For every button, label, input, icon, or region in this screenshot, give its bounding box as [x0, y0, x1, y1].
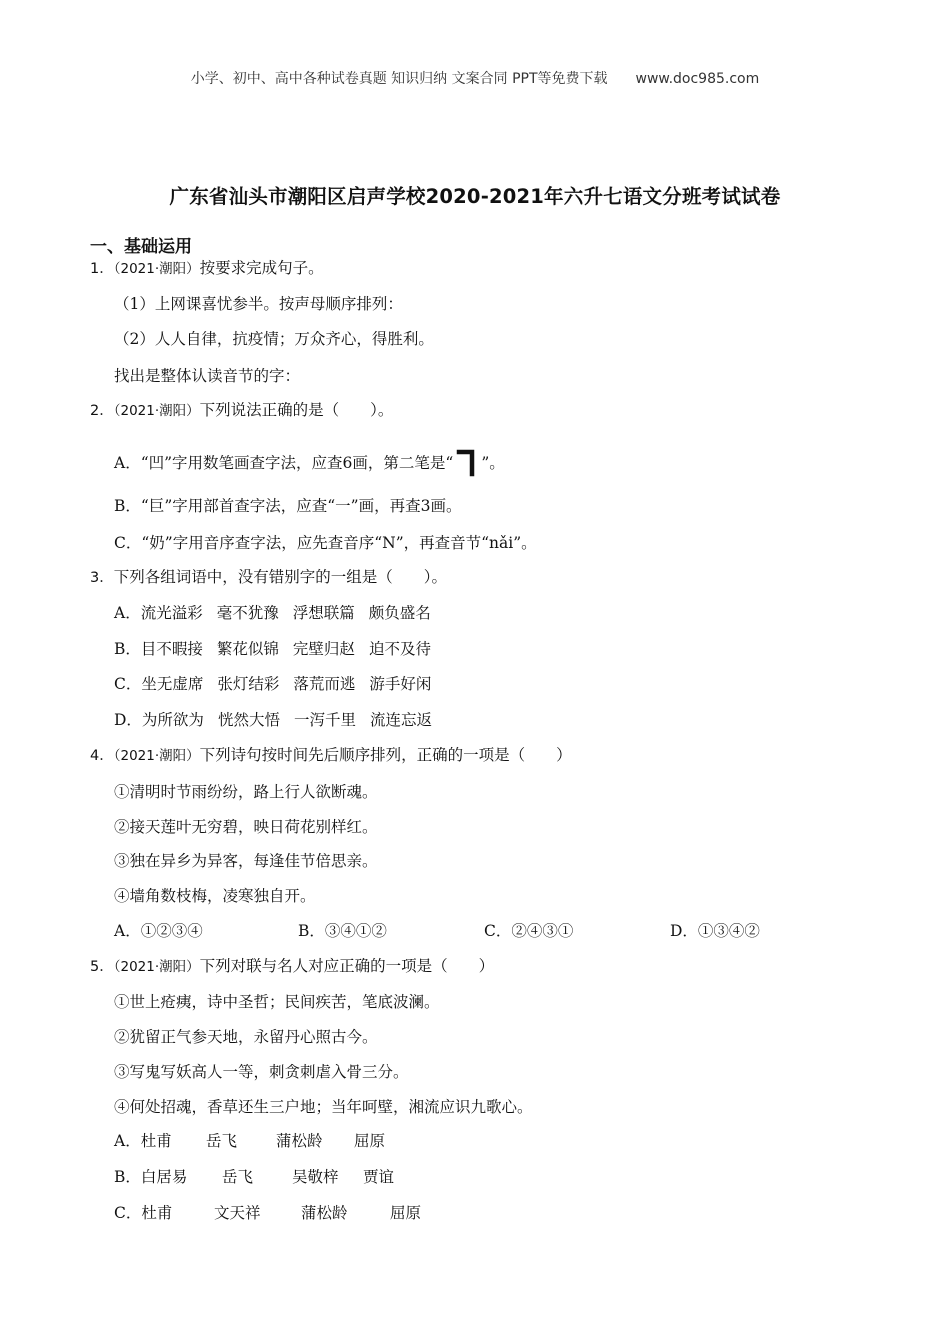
q1-sub-3: 找出是整体认读音节的字： [114, 367, 301, 385]
option-word: D．为所欲为 [114, 711, 204, 729]
q5-line-3: ③写鬼写妖高人一等，刺贪刺虐入骨三分。 [114, 1063, 409, 1081]
question-number: 5． [90, 959, 114, 975]
question-source: （2021·潮阳） [113, 748, 200, 764]
q4-option-a: A．①②③④ [114, 922, 203, 940]
option-name: 屈原 [390, 1204, 422, 1222]
q3-option-b [114, 639, 431, 659]
q5-line-2: ②犹留正气参天地，永留丹心照古今。 [114, 1028, 378, 1046]
option-word: 完壁归赵 [292, 640, 355, 658]
exam-title: 广东省汕头市潮阳区启声学校2020-2021年六升七语文分班考试试卷 [169, 185, 781, 208]
question-text: 下列各组词语中，没有错别字的一组是（ ）。 [113, 568, 447, 586]
option-word: 颇负盛名 [368, 604, 431, 622]
q4-option-c: C．②④③① [484, 922, 574, 940]
option-word: 恍然大悟 [217, 711, 280, 729]
option-name: 屈原 [354, 1132, 386, 1150]
option-word: C．坐无虚席 [114, 675, 204, 693]
option-name: C．杜甫 [114, 1204, 173, 1222]
q3-option-a [114, 603, 431, 623]
option-word: 张灯结彩 [217, 675, 280, 693]
q2-option-b: B．“巨”字用部首查字法，应查“一”画，再查3画。 [114, 497, 462, 515]
question-5 [90, 956, 494, 977]
option-name: 岳飞 [222, 1168, 254, 1186]
question-3 [90, 567, 447, 588]
section-heading: 一、基础运用 [90, 237, 192, 257]
question-1 [90, 258, 324, 279]
q1-sub-1: （1）上网课喜忧参半。按声母顺序排列： [114, 295, 403, 313]
q1-sub-2: （2）人人自律，抗疫情；万众齐心，得胜利。 [114, 330, 434, 348]
option-word: 迫不及待 [368, 640, 431, 658]
question-number: 3． [90, 570, 114, 586]
option-name: B．白居易 [114, 1168, 188, 1186]
option-word: B．目不暇接 [114, 640, 203, 658]
question-number: 4． [90, 748, 114, 764]
option-name: A．杜甫 [114, 1132, 172, 1150]
q4-option-b: B．③④①② [298, 922, 387, 940]
question-4 [90, 745, 572, 766]
question-text: 下列说法正确的是（ ）。 [199, 401, 394, 419]
option-word: A．流光溢彩 [114, 604, 203, 622]
page-header [0, 68, 950, 88]
option-word: 一泻千里 [293, 711, 356, 729]
option-name: 蒲松龄 [276, 1132, 323, 1150]
option-word: 毫不犹豫 [216, 604, 279, 622]
q4-line-3: ③独在异乡为异客，每逢佳节倍思亲。 [114, 852, 378, 870]
question-number: 2． [90, 403, 114, 419]
question-number: 1． [90, 261, 114, 277]
q3-option-d [114, 710, 432, 730]
q3-option-c [114, 674, 431, 694]
option-name: 文天祥 [214, 1204, 261, 1222]
option-name: 吴敬梓 [292, 1168, 339, 1186]
option-name: 贾谊 [363, 1168, 395, 1186]
header-text: 小学、初中、高中各种试卷真题 知识归纳 文案合同 PPT等免费下载 [190, 71, 608, 87]
question-text: 按要求完成句子。 [199, 259, 324, 277]
q5-line-1: ①世上疮痍，诗中圣哲；民间疾苦，笔底波澜。 [114, 993, 440, 1011]
option-name: 蒲松龄 [301, 1204, 348, 1222]
q4-option-d: D．①③④② [670, 922, 760, 940]
question-source: （2021·潮阳） [113, 261, 200, 277]
question-2 [90, 400, 393, 421]
heng-zhe-stroke-icon [453, 448, 481, 478]
q4-line-2: ②接天莲叶无穷碧，映日荷花别样红。 [114, 818, 378, 836]
question-source: （2021·潮阳） [113, 959, 200, 975]
option-word: 浮想联篇 [292, 604, 355, 622]
option-word: 繁花似锦 [216, 640, 279, 658]
option-word: 落荒而逃 [293, 675, 356, 693]
question-text: 下列诗句按时间先后顺序排列，正确的一项是（ ） [199, 746, 572, 764]
option-word: 流连忘返 [369, 711, 432, 729]
q4-line-4: ④墙角数枝梅，凌寒独自开。 [114, 887, 316, 905]
question-source: （2021·潮阳） [113, 403, 200, 419]
q5-line-4: ④何处招魂，香草还生三户地；当年呵壁，湘流应识九歌心。 [114, 1098, 533, 1116]
q4-line-1: ①清明时节雨纷纷，路上行人欲断魂。 [114, 783, 378, 801]
question-text: 下列对联与名人对应正确的一项是（ ） [199, 957, 495, 975]
option-name: 岳飞 [206, 1132, 238, 1150]
option-text-end: ”。 [481, 454, 505, 472]
option-text: A．“凹”字用数笔画查字法，应查6画，第二笔是“ [114, 454, 454, 472]
q2-option-c: C．“奶”字用音序查字法，应先查音序“N”，再查音节“nǎi”。 [114, 534, 537, 552]
header-site-link[interactable]: www.doc985.com [635, 71, 760, 87]
option-word: 游手好闲 [369, 675, 432, 693]
q2-option-a [114, 448, 505, 478]
